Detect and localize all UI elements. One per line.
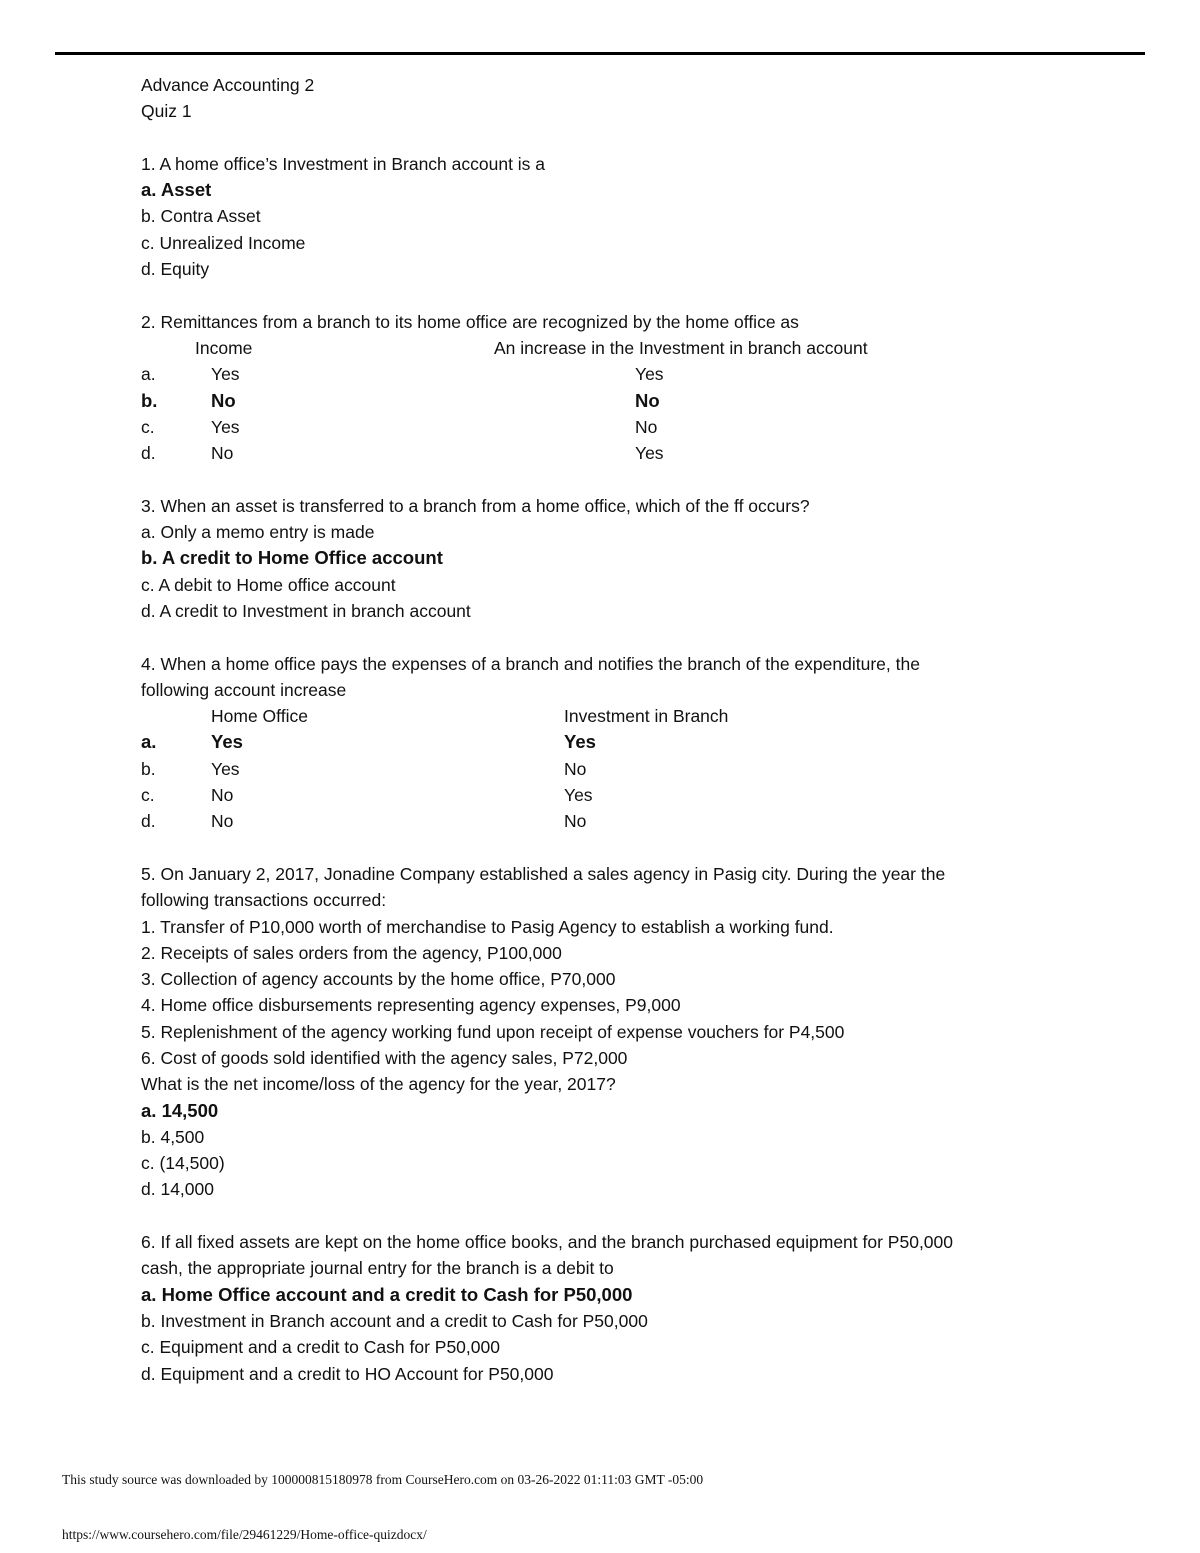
q4-row-c2: No [564,758,587,779]
q4-stem-line1: 4. When a home office pays the expenses of a branch and notifies the branch of the expenditure, the [141,653,920,674]
document-body [141,72,1141,1387]
q5-transaction: 5. Replenishment of the agency working fund upon receipt of expense vouchers for P4,500 [141,1021,845,1042]
q5-option-b: b. 4,500 [141,1126,205,1147]
q4-row-c [141,782,1141,808]
quiz-title: Quiz 1 [141,101,192,122]
source-note: This study source was downloaded by 100000815180978 from CourseHero.com on 03-26-2022 01:11:03 GMT -05:00 [62,1472,704,1487]
q4-row-c1: No [211,785,234,806]
q5-option-a: a. 14,500 [141,1099,219,1121]
q1-option-a: a. Asset [141,179,212,201]
course-title: Advance Accounting 2 [141,75,315,95]
q3-option-d: d. A credit to Investment in branch account [141,600,471,621]
q2-header-row [141,335,1141,361]
q2-row-c2: No [635,389,660,411]
q6-stem-line2: cash, the appropriate journal entry for the branch is a debit to [141,1258,614,1279]
q5-stem-line2: following transactions occurred: [141,890,387,911]
q2-row-c1: Yes [211,364,240,385]
q6-option-b: b. Investment in Branch account and a credit to Cash for P50,000 [141,1310,648,1331]
q5-transaction: 4. Home office disbursements representing agency expenses, P9,000 [141,995,681,1016]
q4-row-letter: d. [141,811,156,832]
q2-row-letter: d. [141,443,156,464]
q2-row-c1: No [211,389,236,411]
q4-row-c2: No [564,811,587,832]
q3-option-b: b. A credit to Home Office account [141,547,443,569]
q1-option-c: c. Unrealized Income [141,232,306,253]
q2-col-increase: An increase in the Investment in branch account [494,337,868,358]
q4-row-c1: No [211,811,234,832]
q3-option-a: a. Only a memo entry is made [141,522,375,543]
q4-col-investment: Investment in Branch [564,706,729,727]
q1-option-b: b. Contra Asset [141,206,261,227]
q1-option-d: d. Equity [141,259,210,280]
q5-transaction: 1. Transfer of P10,000 worth of merchandise to Pasig Agency to establish a working fund. [141,916,834,937]
q1-stem: 1. A home office’s Investment in Branch account is a [141,153,546,174]
q3-stem: 3. When an asset is transferred to a branch from a home office, which of the ff occurs? [141,495,810,516]
q4-header-row [141,703,1141,729]
q4-row-c2: Yes [564,731,596,753]
q2-stem: 2. Remittances from a branch to its home office are recognized by the home office as [141,311,799,332]
q6-option-c: c. Equipment and a credit to Cash for P50,000 [141,1337,500,1358]
q3-option-c: c. A debit to Home office account [141,574,396,595]
q5-transaction: 2. Receipts of sales orders from the agency, P100,000 [141,942,562,963]
q6-option-d: d. Equipment and a credit to HO Account for P50,000 [141,1363,554,1384]
q2-row-c2: No [635,416,658,437]
q2-row-letter: c. [141,416,155,437]
q4-stem-line2: following account increase [141,679,347,700]
q4-row-d [141,808,1141,834]
q2-row-d [141,440,1141,466]
q5-option-c: c. (14,500) [141,1153,225,1174]
q5-stem-line1: 5. On January 2, 2017, Jonadine Company established a sales agency in Pasig city. During the year the [141,863,946,884]
q2-row-letter: a. [141,364,156,385]
q5-transaction: 3. Collection of agency accounts by the home office, P70,000 [141,969,616,990]
q2-row-c2: Yes [635,443,664,464]
q2-col-income: Income [195,337,253,358]
q4-row-a [141,729,1141,755]
q4-row-c2: Yes [564,785,593,806]
q6-stem-line1: 6. If all fixed assets are kept on the home office books, and the branch purchased equipment for P50,000 [141,1232,953,1253]
source-url[interactable]: https://www.coursehero.com/file/29461229/Home-office-quizdocx/ [62,1527,427,1542]
q2-row-c1: No [211,443,234,464]
q6-option-a: a. Home Office account and a credit to Cash for P50,000 [141,1283,633,1305]
q2-row-c2: Yes [635,364,664,385]
q4-row-c1: Yes [211,758,240,779]
q4-row-c1: Yes [211,731,243,753]
q2-row-a [141,361,1141,387]
q4-row-b [141,756,1141,782]
q4-row-letter: c. [141,785,155,806]
q5-option-d: d. 14,000 [141,1179,214,1200]
q5-question: What is the net income/loss of the agency for the year, 2017? [141,1074,616,1095]
q4-col-home-office: Home Office [211,706,308,727]
q5-transaction: 6. Cost of goods sold identified with the agency sales, P72,000 [141,1047,628,1068]
q4-row-letter: b. [141,758,156,779]
q4-row-letter: a. [141,731,157,753]
q2-row-c1: Yes [211,416,240,437]
top-rule [55,52,1145,55]
q2-row-letter: b. [141,389,158,411]
q2-row-b [141,388,1141,414]
q2-row-c [141,414,1141,440]
